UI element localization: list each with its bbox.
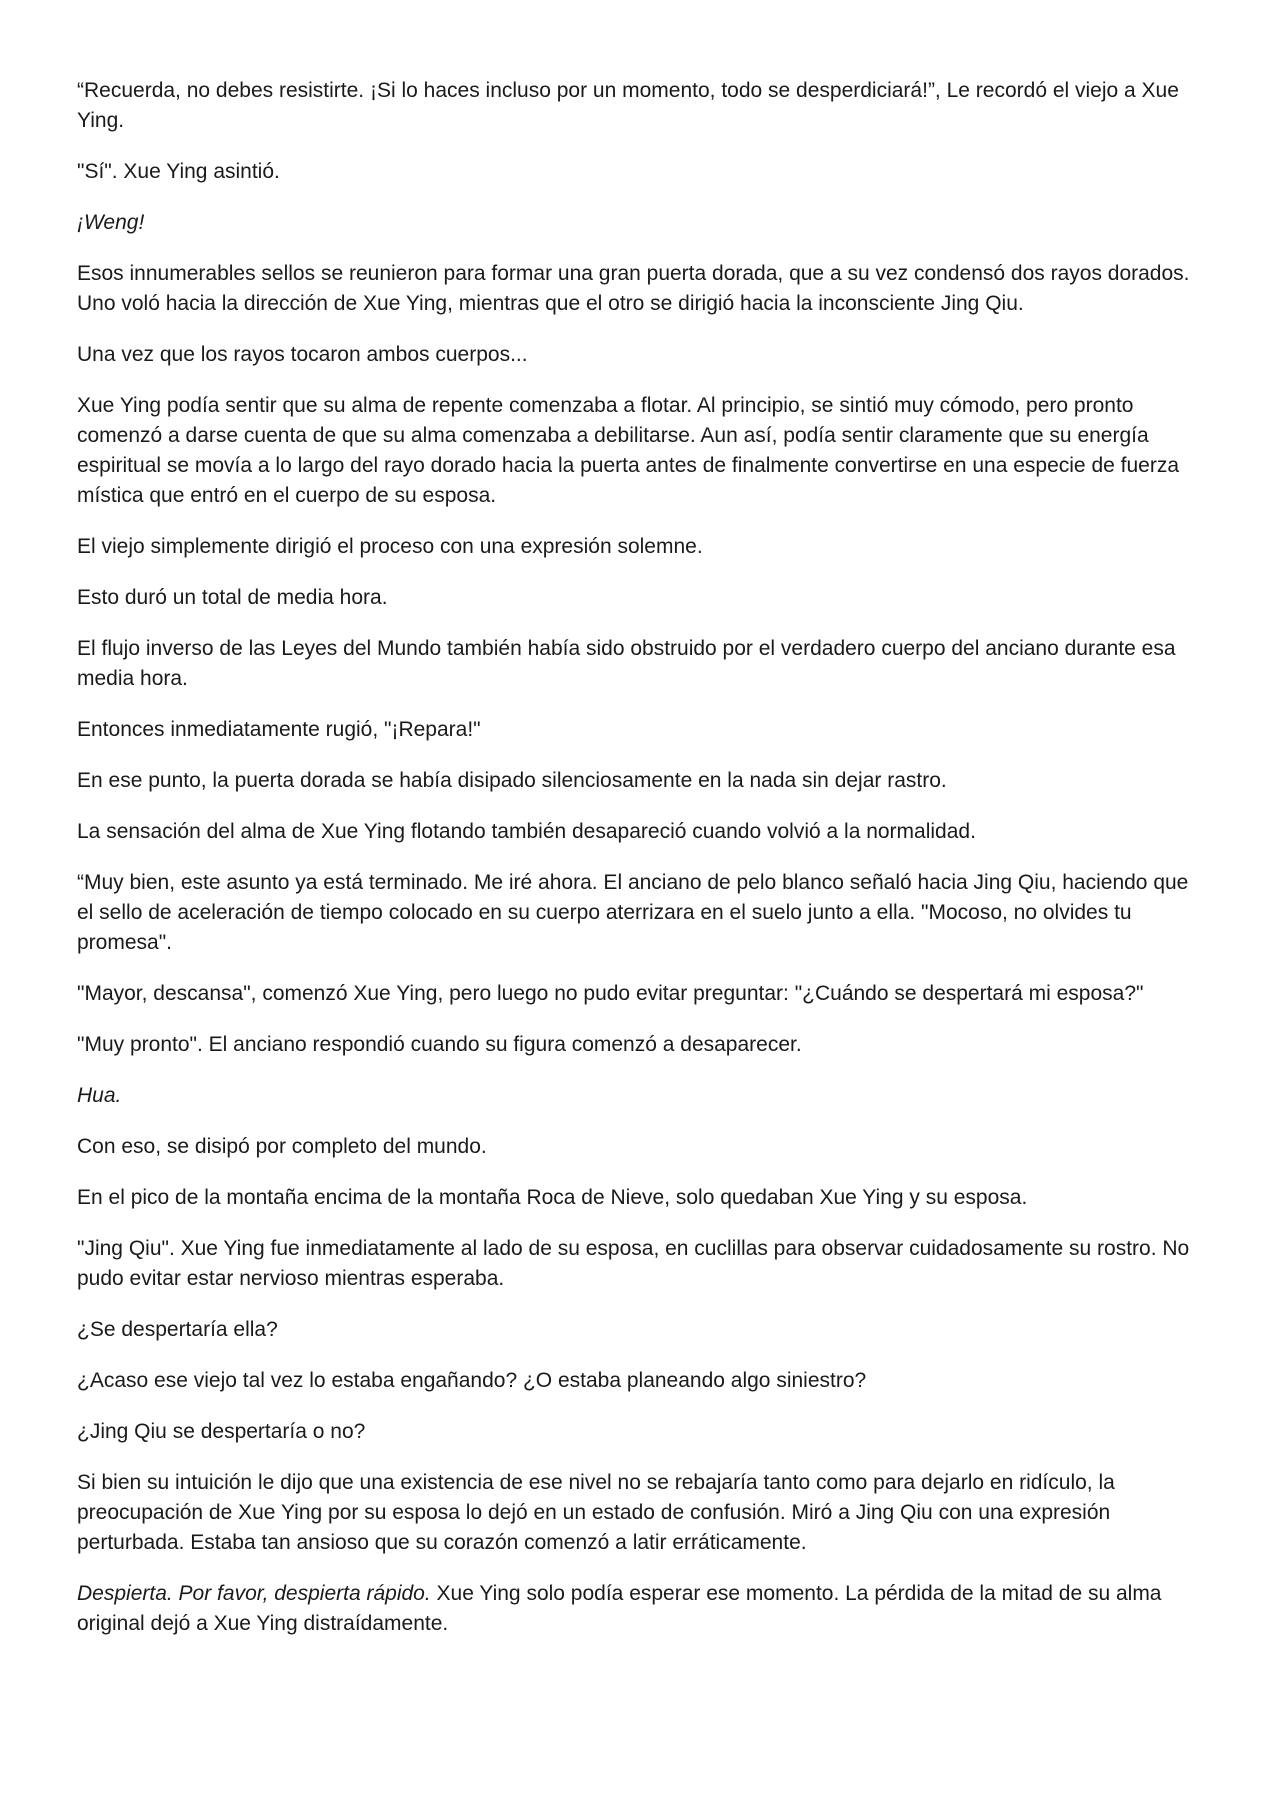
paragraph: La sensación del alma de Xue Ying flotando también desapareció cuando volvió a la normalidad. <box>77 820 976 843</box>
paragraph: "Muy pronto". El anciano respondió cuando su figura comenzó a desaparecer. <box>77 1033 802 1056</box>
final-paragraph <box>77 1579 1207 1639</box>
document-body <box>77 76 1207 1660</box>
paragraph: "Mayor, descansa", comenzó Xue Ying, pero luego no pudo evitar preguntar: "¿Cuándo se despertará mi esposa?" <box>77 982 1144 1005</box>
paragraph: "Jing Qiu". Xue Ying fue inmediatamente al lado de su esposa, en cuclillas para observar cuidadosamente su rostro. No pudo evitar estar nervioso mientras esperaba. <box>77 1237 1190 1290</box>
paragraph: ¿Se despertaría ella? <box>77 1318 278 1341</box>
paragraph: ¿Acaso ese viejo tal vez lo estaba engañando? ¿O estaba planeando algo siniestro? <box>77 1369 867 1392</box>
paragraph: El viejo simplemente dirigió el proceso con una expresión solemne. <box>77 535 703 558</box>
sound-effect: Hua. <box>77 1084 122 1107</box>
paragraph: Esos innumerables sellos se reunieron para formar una gran puerta dorada, que a su vez condensó dos rayos dorados. Uno voló hacia la dirección de Xue Ying, mientras que el otro se dirigió hacia la inconsciente Jing Qiu. <box>77 262 1190 315</box>
paragraph: Si bien su intuición le dijo que una existencia de ese nivel no se rebajaría tanto como para dejarlo en ridículo, la preocupación de Xue Ying por su esposa lo dejó en un estado de confusión. Miró a Jing Qiu con una expresión perturbada. Estaba tan ansioso que su corazón comenzó a latir erráticamente. <box>77 1471 1115 1554</box>
paragraph: Esto duró un total de media hora. <box>77 586 388 609</box>
paragraph: ¿Jing Qiu se despertaría o no? <box>77 1420 366 1443</box>
paragraph: “Muy bien, este asunto ya está terminado. Me iré ahora. El anciano de pelo blanco señaló hacia Jing Qiu, haciendo que el sello de aceleración de tiempo colocado en su cuerpo aterrizara en el suelo junto a ella. "Mocoso, no olvides tu promesa". <box>77 871 1189 954</box>
paragraph: En el pico de la montaña encima de la montaña Roca de Nieve, solo quedaban Xue Ying y su esposa. <box>77 1186 1028 1209</box>
paragraph: Una vez que los rayos tocaron ambos cuerpos... <box>77 343 528 366</box>
paragraph: "Sí". Xue Ying asintió. <box>77 160 280 183</box>
paragraph: Entonces inmediatamente rugió, "¡Repara!" <box>77 718 481 741</box>
paragraph: En ese punto, la puerta dorada se había disipado silenciosamente en la nada sin dejar rastro. <box>77 769 947 792</box>
paragraph: Con eso, se disipó por completo del mundo. <box>77 1135 487 1158</box>
paragraph: El flujo inverso de las Leyes del Mundo también había sido obstruido por el verdadero cuerpo del anciano durante esa media hora. <box>77 637 1176 690</box>
paragraph: Xue Ying podía sentir que su alma de repente comenzaba a flotar. Al principio, se sintió muy cómodo, pero pronto comenzó a darse cuenta de que su alma comenzaba a debilitarse. Aun así, podía sentir claramente que su energía espiritual se movía a lo largo del rayo dorado hacia la puerta antes de finalmente convertirse en una especie de fuerza mística que entró en el cuerpo de su esposa. <box>77 394 1179 507</box>
sound-effect: ¡Weng! <box>77 211 145 234</box>
paragraph: “Recuerda, no debes resistirte. ¡Si lo haces incluso por un momento, todo se desperdiciará!”, Le recordó el viejo a Xue Ying. <box>77 79 1179 132</box>
inner-thought: Despierta. Por favor, despierta rápido. <box>77 1582 431 1605</box>
paragraph-text: Xue Ying solo podía esperar ese momento. La pérdida de la mitad de su alma original dejó a Xue Ying distraídamente. <box>77 1582 1162 1635</box>
